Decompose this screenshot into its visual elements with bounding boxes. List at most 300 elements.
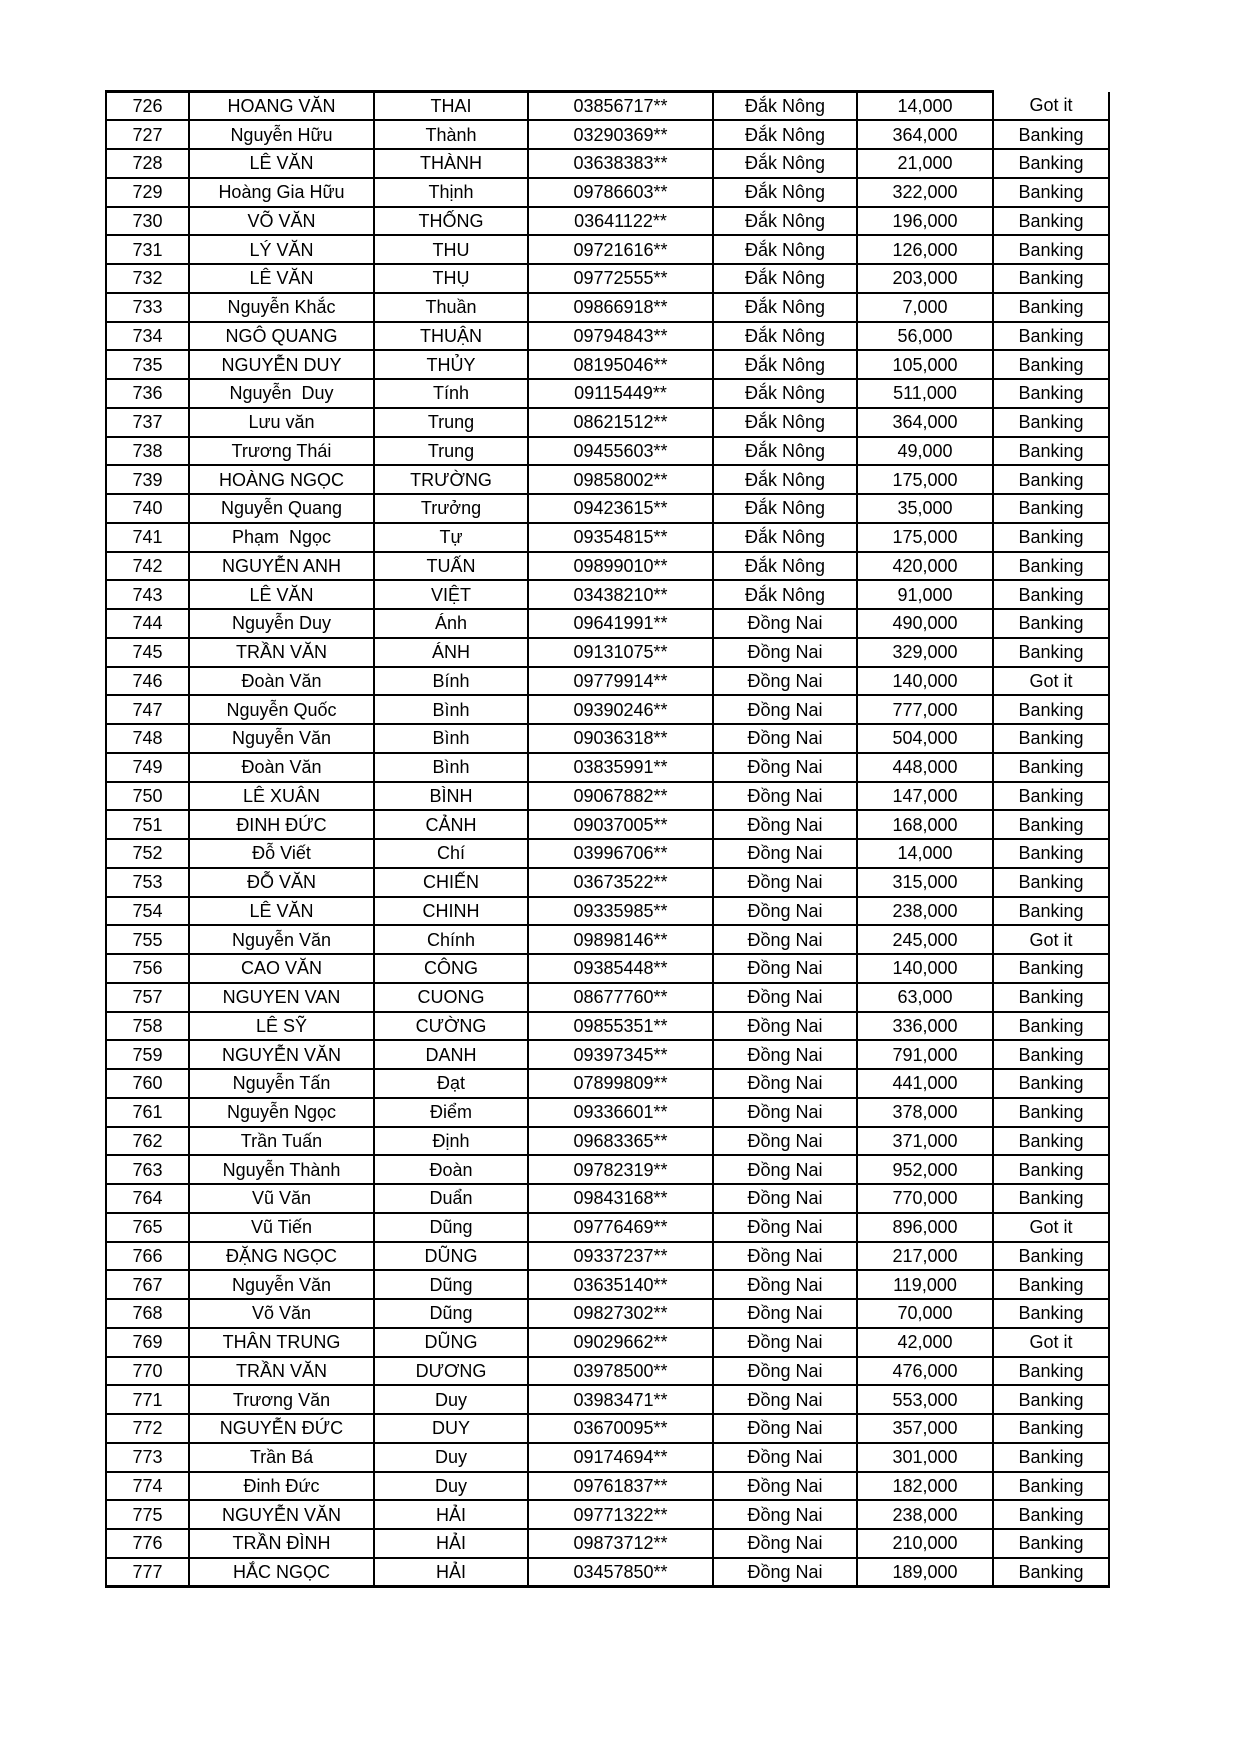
cell-status: Banking — [993, 293, 1109, 322]
table-row — [106, 494, 1109, 523]
cell-phone: 09855351** — [528, 1012, 713, 1041]
cell-first-name: Đoàn Văn — [189, 753, 374, 782]
cell-amount: 322,000 — [857, 178, 993, 207]
cell-last-name: THUẬN — [374, 322, 528, 351]
cell-id: 763 — [106, 1155, 189, 1184]
cell-status: Banking — [993, 724, 1109, 753]
cell-province: Đồng Nai — [713, 1242, 857, 1271]
cell-province: Đồng Nai — [713, 782, 857, 811]
cell-amount: 42,000 — [857, 1328, 993, 1357]
cell-phone: 03438210** — [528, 580, 713, 609]
cell-province: Đồng Nai — [713, 1155, 857, 1184]
cell-province: Đồng Nai — [713, 810, 857, 839]
table-row — [106, 408, 1109, 437]
cell-province: Đồng Nai — [713, 925, 857, 954]
cell-first-name: Nguyễn Quang — [189, 494, 374, 523]
cell-status: Banking — [993, 983, 1109, 1012]
cell-province: Đắk Nông — [713, 235, 857, 264]
cell-first-name: HẮC NGỌC — [189, 1558, 374, 1587]
cell-id: 730 — [106, 207, 189, 236]
cell-last-name: Ánh — [374, 609, 528, 638]
cell-amount: 378,000 — [857, 1098, 993, 1127]
cell-status: Banking — [993, 264, 1109, 293]
cell-status: Banking — [993, 868, 1109, 897]
cell-last-name: Thành — [374, 120, 528, 149]
cell-province: Đồng Nai — [713, 1012, 857, 1041]
cell-phone: 09067882** — [528, 782, 713, 811]
table-row — [106, 120, 1109, 149]
table-row — [106, 1270, 1109, 1299]
cell-first-name: Nguyễn Hữu — [189, 120, 374, 149]
cell-amount: 168,000 — [857, 810, 993, 839]
cell-province: Đồng Nai — [713, 695, 857, 724]
cell-id: 759 — [106, 1040, 189, 1069]
cell-last-name: Duy — [374, 1472, 528, 1501]
document-page — [105, 90, 1110, 1588]
cell-last-name: CHIẾN — [374, 868, 528, 897]
cell-status: Got it — [993, 1328, 1109, 1357]
cell-province: Đắk Nông — [713, 264, 857, 293]
cell-first-name: ĐINH ĐỨC — [189, 810, 374, 839]
cell-id: 761 — [106, 1098, 189, 1127]
cell-status: Banking — [993, 954, 1109, 983]
cell-first-name: LÊ XUÂN — [189, 782, 374, 811]
table-row — [106, 293, 1109, 322]
cell-phone: 09771322** — [528, 1500, 713, 1529]
cell-province: Đồng Nai — [713, 954, 857, 983]
table-row — [106, 1184, 1109, 1213]
cell-province: Đắk Nông — [713, 379, 857, 408]
cell-phone: 09455603** — [528, 437, 713, 466]
cell-last-name: CUONG — [374, 983, 528, 1012]
cell-status: Banking — [993, 1500, 1109, 1529]
cell-id: 775 — [106, 1500, 189, 1529]
cell-last-name: Chính — [374, 925, 528, 954]
table-row — [106, 264, 1109, 293]
cell-phone: 09174694** — [528, 1443, 713, 1472]
cell-phone: 09115449** — [528, 379, 713, 408]
cell-amount: 203,000 — [857, 264, 993, 293]
cell-amount: 364,000 — [857, 120, 993, 149]
cell-province: Đồng Nai — [713, 1414, 857, 1443]
table-row — [106, 897, 1109, 926]
table-row — [106, 782, 1109, 811]
cell-last-name: HẢI — [374, 1558, 528, 1587]
table-row — [106, 1155, 1109, 1184]
cell-phone: 03638383** — [528, 149, 713, 178]
table-row — [106, 1069, 1109, 1098]
table-row — [106, 839, 1109, 868]
cell-province: Đắk Nông — [713, 580, 857, 609]
cell-phone: 09843168** — [528, 1184, 713, 1213]
cell-last-name: CƯỜNG — [374, 1012, 528, 1041]
cell-phone: 07899809** — [528, 1069, 713, 1098]
cell-first-name: VÕ VĂN — [189, 207, 374, 236]
cell-last-name: Trung — [374, 437, 528, 466]
cell-id: 731 — [106, 235, 189, 264]
cell-last-name: CÔNG — [374, 954, 528, 983]
table-row — [106, 1127, 1109, 1156]
cell-first-name: Nguyễn Duy — [189, 609, 374, 638]
table-row — [106, 1472, 1109, 1501]
cell-status: Banking — [993, 1385, 1109, 1414]
table-row — [106, 1098, 1109, 1127]
table-row — [106, 1558, 1109, 1587]
table-row — [106, 1529, 1109, 1558]
cell-phone: 03673522** — [528, 868, 713, 897]
cell-phone: 09423615** — [528, 494, 713, 523]
cell-last-name: THAI — [374, 92, 528, 121]
cell-last-name: THỦY — [374, 350, 528, 379]
cell-amount: 896,000 — [857, 1213, 993, 1242]
cell-id: 767 — [106, 1270, 189, 1299]
cell-id: 750 — [106, 782, 189, 811]
table-row — [106, 1242, 1109, 1271]
cell-id: 754 — [106, 897, 189, 926]
cell-province: Đồng Nai — [713, 1069, 857, 1098]
table-row — [106, 954, 1109, 983]
cell-phone: 09029662** — [528, 1328, 713, 1357]
cell-id: 740 — [106, 494, 189, 523]
cell-last-name: CHINH — [374, 897, 528, 926]
cell-first-name: Trần Tuấn — [189, 1127, 374, 1156]
cell-first-name: Vũ Tiến — [189, 1213, 374, 1242]
cell-id: 742 — [106, 552, 189, 581]
cell-first-name: NGUYỄN ANH — [189, 552, 374, 581]
cell-first-name: TRẦN VĂN — [189, 638, 374, 667]
cell-amount: 301,000 — [857, 1443, 993, 1472]
cell-last-name: TUẤN — [374, 552, 528, 581]
cell-amount: 147,000 — [857, 782, 993, 811]
cell-id: 753 — [106, 868, 189, 897]
cell-last-name: ÁNH — [374, 638, 528, 667]
table-row — [106, 1443, 1109, 1472]
cell-last-name: Tính — [374, 379, 528, 408]
cell-status: Banking — [993, 1529, 1109, 1558]
table-row — [106, 868, 1109, 897]
cell-phone: 09131075** — [528, 638, 713, 667]
cell-province: Đồng Nai — [713, 1472, 857, 1501]
cell-amount: 182,000 — [857, 1472, 993, 1501]
cell-amount: 770,000 — [857, 1184, 993, 1213]
cell-id: 762 — [106, 1127, 189, 1156]
cell-id: 736 — [106, 379, 189, 408]
table-row — [106, 983, 1109, 1012]
table-row — [106, 609, 1109, 638]
table-row — [106, 178, 1109, 207]
cell-province: Đắk Nông — [713, 207, 857, 236]
cell-amount: 63,000 — [857, 983, 993, 1012]
cell-status: Banking — [993, 580, 1109, 609]
cell-phone: 09683365** — [528, 1127, 713, 1156]
table-row — [106, 1414, 1109, 1443]
cell-phone: 03996706** — [528, 839, 713, 868]
cell-id: 741 — [106, 523, 189, 552]
cell-last-name: Duy — [374, 1443, 528, 1472]
cell-amount: 553,000 — [857, 1385, 993, 1414]
cell-amount: 245,000 — [857, 925, 993, 954]
table-row — [106, 1213, 1109, 1242]
cell-status: Banking — [993, 1472, 1109, 1501]
cell-phone: 08195046** — [528, 350, 713, 379]
cell-first-name: Nguyễn Văn — [189, 925, 374, 954]
cell-phone: 09899010** — [528, 552, 713, 581]
cell-id: 733 — [106, 293, 189, 322]
cell-id: 738 — [106, 437, 189, 466]
cell-phone: 03457850** — [528, 1558, 713, 1587]
cell-first-name: TRẦN ĐÌNH — [189, 1529, 374, 1558]
cell-status: Banking — [993, 1040, 1109, 1069]
cell-status: Banking — [993, 1558, 1109, 1587]
cell-id: 764 — [106, 1184, 189, 1213]
cell-province: Đắk Nông — [713, 92, 857, 121]
cell-status: Banking — [993, 1127, 1109, 1156]
cell-first-name: HOÀNG NGỌC — [189, 465, 374, 494]
cell-status: Banking — [993, 753, 1109, 782]
cell-province: Đắk Nông — [713, 120, 857, 149]
cell-amount: 91,000 — [857, 580, 993, 609]
cell-first-name: Nguyễn Quốc — [189, 695, 374, 724]
cell-phone: 03856717** — [528, 92, 713, 121]
cell-status: Banking — [993, 235, 1109, 264]
cell-last-name: Đoàn — [374, 1155, 528, 1184]
cell-first-name: Lưu văn — [189, 408, 374, 437]
cell-first-name: Đoàn Văn — [189, 667, 374, 696]
cell-status: Banking — [993, 695, 1109, 724]
cell-phone: 03670095** — [528, 1414, 713, 1443]
cell-phone: 08621512** — [528, 408, 713, 437]
cell-first-name: Nguyễn Văn — [189, 724, 374, 753]
cell-amount: 336,000 — [857, 1012, 993, 1041]
cell-phone: 09772555** — [528, 264, 713, 293]
cell-province: Đồng Nai — [713, 1357, 857, 1386]
cell-status: Banking — [993, 408, 1109, 437]
cell-last-name: Dũng — [374, 1270, 528, 1299]
cell-id: 746 — [106, 667, 189, 696]
table-row — [106, 437, 1109, 466]
cell-id: 749 — [106, 753, 189, 782]
table-row — [106, 1357, 1109, 1386]
cell-phone: 09036318** — [528, 724, 713, 753]
cell-amount: 217,000 — [857, 1242, 993, 1271]
cell-last-name: DƯƠNG — [374, 1357, 528, 1386]
table-row — [106, 552, 1109, 581]
cell-last-name: DUY — [374, 1414, 528, 1443]
cell-province: Đồng Nai — [713, 1500, 857, 1529]
cell-last-name: Điểm — [374, 1098, 528, 1127]
cell-id: 769 — [106, 1328, 189, 1357]
cell-amount: 196,000 — [857, 207, 993, 236]
cell-first-name: Trương Văn — [189, 1385, 374, 1414]
cell-first-name: NGUYỄN ĐỨC — [189, 1414, 374, 1443]
cell-first-name: LÊ VĂN — [189, 897, 374, 926]
cell-amount: 35,000 — [857, 494, 993, 523]
cell-province: Đồng Nai — [713, 897, 857, 926]
cell-province: Đồng Nai — [713, 1299, 857, 1328]
cell-amount: 476,000 — [857, 1357, 993, 1386]
cell-last-name: THỐNG — [374, 207, 528, 236]
table-row — [106, 1385, 1109, 1414]
cell-status: Got it — [993, 925, 1109, 954]
cell-amount: 14,000 — [857, 839, 993, 868]
cell-first-name: LÊ VĂN — [189, 149, 374, 178]
cell-id: 770 — [106, 1357, 189, 1386]
recipient-table — [105, 90, 1110, 1588]
cell-id: 776 — [106, 1529, 189, 1558]
cell-status: Banking — [993, 494, 1109, 523]
cell-last-name: Chí — [374, 839, 528, 868]
cell-amount: 420,000 — [857, 552, 993, 581]
cell-amount: 371,000 — [857, 1127, 993, 1156]
cell-id: 771 — [106, 1385, 189, 1414]
cell-first-name: Nguyễn Ngọc — [189, 1098, 374, 1127]
cell-phone: 03835991** — [528, 753, 713, 782]
cell-id: 765 — [106, 1213, 189, 1242]
table-row — [106, 207, 1109, 236]
cell-first-name: LÊ VĂN — [189, 264, 374, 293]
cell-phone: 09858002** — [528, 465, 713, 494]
cell-status: Banking — [993, 1184, 1109, 1213]
cell-amount: 315,000 — [857, 868, 993, 897]
cell-amount: 175,000 — [857, 465, 993, 494]
cell-last-name: DANH — [374, 1040, 528, 1069]
cell-id: 755 — [106, 925, 189, 954]
cell-amount: 952,000 — [857, 1155, 993, 1184]
cell-status: Banking — [993, 437, 1109, 466]
cell-first-name: NGUYỄN DUY — [189, 350, 374, 379]
cell-province: Đồng Nai — [713, 638, 857, 667]
cell-status: Banking — [993, 897, 1109, 926]
cell-last-name: HẢI — [374, 1500, 528, 1529]
cell-id: 773 — [106, 1443, 189, 1472]
cell-province: Đồng Nai — [713, 1328, 857, 1357]
cell-province: Đắk Nông — [713, 552, 857, 581]
cell-id: 748 — [106, 724, 189, 753]
cell-amount: 189,000 — [857, 1558, 993, 1587]
table-row — [106, 149, 1109, 178]
cell-amount: 441,000 — [857, 1069, 993, 1098]
cell-last-name: Bình — [374, 753, 528, 782]
cell-amount: 329,000 — [857, 638, 993, 667]
table-row — [106, 925, 1109, 954]
cell-status: Got it — [993, 1213, 1109, 1242]
cell-last-name: Đạt — [374, 1069, 528, 1098]
cell-status: Banking — [993, 552, 1109, 581]
cell-province: Đắk Nông — [713, 178, 857, 207]
cell-phone: 09354815** — [528, 523, 713, 552]
cell-province: Đắk Nông — [713, 293, 857, 322]
cell-amount: 175,000 — [857, 523, 993, 552]
cell-phone: 09335985** — [528, 897, 713, 926]
cell-last-name: THÀNH — [374, 149, 528, 178]
cell-province: Đồng Nai — [713, 839, 857, 868]
cell-amount: 140,000 — [857, 954, 993, 983]
cell-first-name: Nguyễn Thành — [189, 1155, 374, 1184]
cell-phone: 09641991** — [528, 609, 713, 638]
table-row — [106, 523, 1109, 552]
cell-status: Banking — [993, 638, 1109, 667]
cell-id: 752 — [106, 839, 189, 868]
cell-first-name: NGÔ QUANG — [189, 322, 374, 351]
cell-status: Banking — [993, 839, 1109, 868]
cell-phone: 09782319** — [528, 1155, 713, 1184]
cell-phone: 03978500** — [528, 1357, 713, 1386]
cell-id: 768 — [106, 1299, 189, 1328]
table-row — [106, 1299, 1109, 1328]
table-row — [106, 724, 1109, 753]
cell-first-name: THÂN TRUNG — [189, 1328, 374, 1357]
cell-id: 745 — [106, 638, 189, 667]
cell-status: Banking — [993, 1242, 1109, 1271]
cell-last-name: Trưởng — [374, 494, 528, 523]
cell-first-name: Trần Bá — [189, 1443, 374, 1472]
cell-status: Banking — [993, 1069, 1109, 1098]
cell-status: Got it — [993, 667, 1109, 696]
cell-phone: 09397345** — [528, 1040, 713, 1069]
cell-last-name: CẢNH — [374, 810, 528, 839]
cell-last-name: Bình — [374, 724, 528, 753]
cell-province: Đồng Nai — [713, 753, 857, 782]
cell-id: 777 — [106, 1558, 189, 1587]
cell-first-name: ĐỖ VĂN — [189, 868, 374, 897]
cell-amount: 791,000 — [857, 1040, 993, 1069]
cell-last-name: THỤ — [374, 264, 528, 293]
cell-province: Đắk Nông — [713, 408, 857, 437]
cell-status: Banking — [993, 178, 1109, 207]
cell-first-name: Đinh Đức — [189, 1472, 374, 1501]
cell-province: Đắk Nông — [713, 465, 857, 494]
cell-first-name: Nguyễn Duy — [189, 379, 374, 408]
cell-status: Banking — [993, 1443, 1109, 1472]
cell-first-name: Nguyễn Khắc — [189, 293, 374, 322]
cell-province: Đồng Nai — [713, 1213, 857, 1242]
cell-id: 747 — [106, 695, 189, 724]
cell-id: 732 — [106, 264, 189, 293]
cell-last-name: HẢI — [374, 1529, 528, 1558]
cell-last-name: Bình — [374, 695, 528, 724]
cell-first-name: Đỗ Viết — [189, 839, 374, 868]
table-row — [106, 810, 1109, 839]
cell-id: 726 — [106, 92, 189, 121]
cell-id: 727 — [106, 120, 189, 149]
cell-last-name: Định — [374, 1127, 528, 1156]
cell-status: Banking — [993, 523, 1109, 552]
cell-phone: 09866918** — [528, 293, 713, 322]
cell-province: Đồng Nai — [713, 609, 857, 638]
cell-first-name: LÊ SỸ — [189, 1012, 374, 1041]
cell-province: Đồng Nai — [713, 1270, 857, 1299]
cell-province: Đắk Nông — [713, 523, 857, 552]
cell-province: Đắk Nông — [713, 494, 857, 523]
table-row — [106, 1328, 1109, 1357]
cell-id: 728 — [106, 149, 189, 178]
cell-province: Đắk Nông — [713, 350, 857, 379]
cell-phone: 09721616** — [528, 235, 713, 264]
cell-province: Đồng Nai — [713, 1098, 857, 1127]
cell-status: Banking — [993, 1270, 1109, 1299]
cell-phone: 09794843** — [528, 322, 713, 351]
cell-id: 758 — [106, 1012, 189, 1041]
cell-amount: 7,000 — [857, 293, 993, 322]
cell-first-name: HOANG VĂN — [189, 92, 374, 121]
cell-phone: 09779914** — [528, 667, 713, 696]
cell-last-name: Duẩn — [374, 1184, 528, 1213]
cell-amount: 126,000 — [857, 235, 993, 264]
cell-first-name: Nguyễn Tấn — [189, 1069, 374, 1098]
cell-status: Banking — [993, 1155, 1109, 1184]
cell-id: 729 — [106, 178, 189, 207]
cell-first-name: Võ Văn — [189, 1299, 374, 1328]
